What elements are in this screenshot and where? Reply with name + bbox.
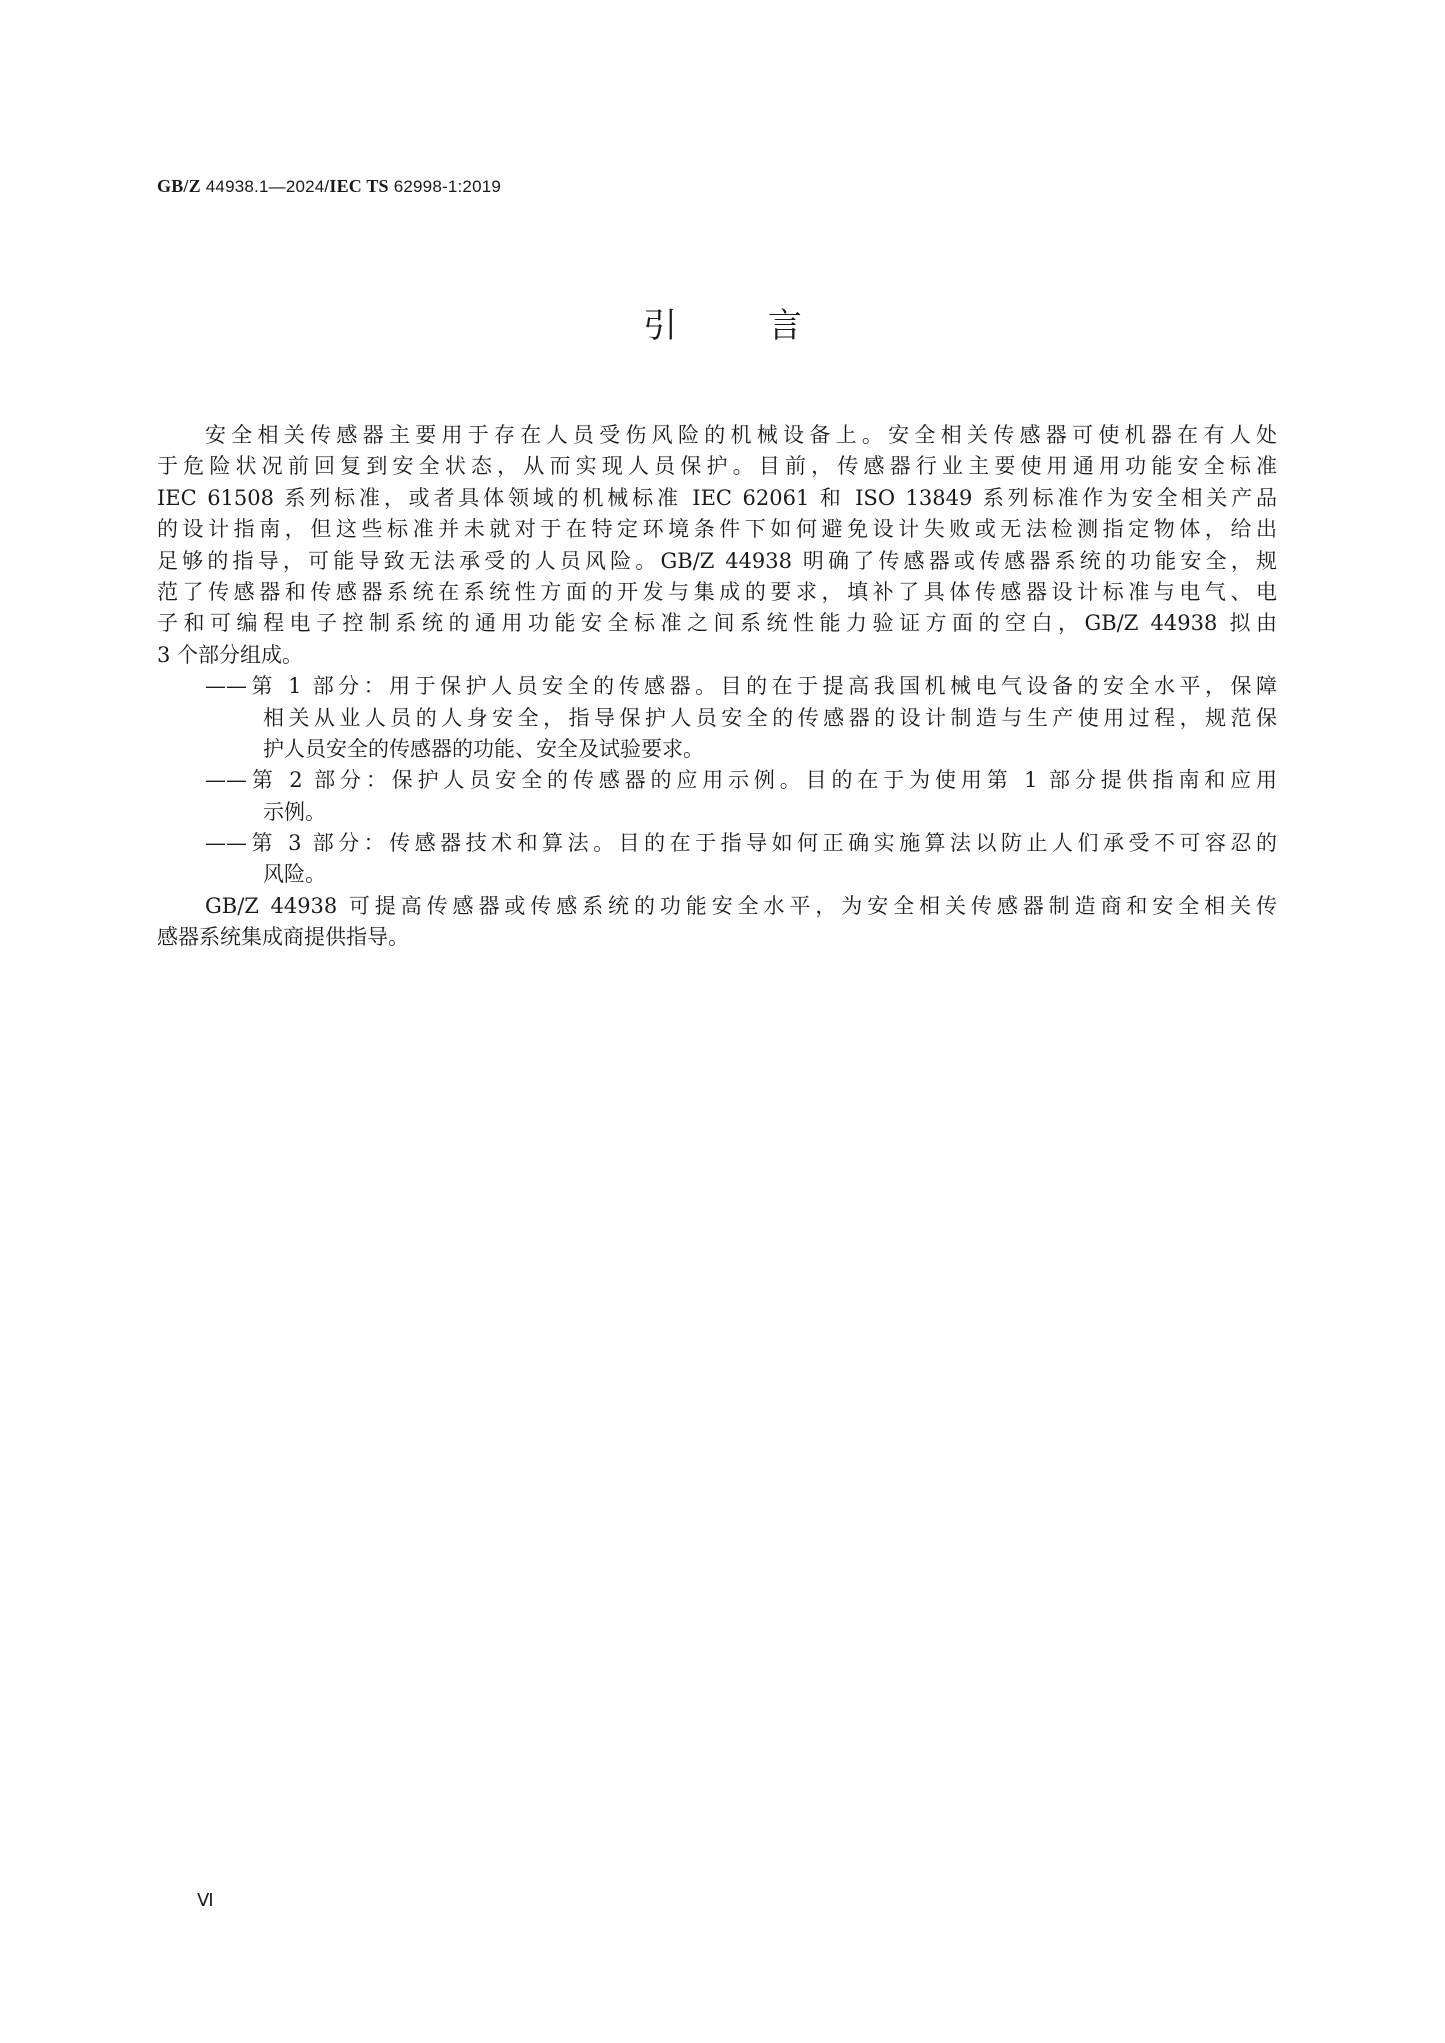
title-char-1: 引 [643, 306, 678, 346]
text-line: 范了传感器和传感器系统在系统性方面的开发与集成的要求，填补了具体传感器设计标准与电气、电 [157, 579, 1277, 604]
text-line: ——第 3 部分：传感器技术和算法。目的在于指导如何正确实施算法以防止人们承受不可容忍的 [205, 831, 1277, 856]
text-line: 足够的指导，可能导致无法承受的人员风险。GB/Z 44938 明确了传感器或传感器系统的功能安全，规 [157, 548, 1277, 573]
text-line: 子和可编程电子控制系统的通用功能安全标准之间系统性能力验证方面的空白，GB/Z 44938 拟由 [157, 611, 1277, 636]
part-list-item-3 [157, 828, 1277, 891]
header-iec-number: 62998-1:2019 [393, 177, 502, 196]
text-line: ——第 1 部分：用于保护人员安全的传感器。目的在于提高我国机械电气设备的安全水平，保障 [205, 674, 1277, 699]
page-title [0, 298, 1445, 347]
text-line: 示例。 [263, 799, 326, 824]
closing-paragraph [157, 891, 1277, 954]
part-list-item-1 [157, 671, 1277, 765]
text-line: IEC 61508 系列标准，或者具体领域的机械标准 IEC 62061 和 ISO 13849 系列标准作为安全相关产品 [157, 485, 1277, 510]
text-line: 相关从业人员的人身安全，指导保护人员安全的传感器的设计制造与生产使用过程，规范保 [263, 705, 1277, 730]
text-line: 3 个部分组成。 [157, 642, 304, 667]
text-line: 感器系统集成商提供指导。 [157, 925, 409, 950]
part-list-item-2 [157, 765, 1277, 828]
text-line: ——第 2 部分：保护人员安全的传感器的应用示例。目的在于为使用第 1 部分提供指南和应用 [205, 768, 1277, 793]
document-header [157, 176, 501, 197]
page-number: Ⅵ [197, 1890, 214, 1910]
text-line: 护人员安全的传感器的功能、安全及试验要求。 [263, 736, 704, 761]
text-line: 的设计指南，但这些标准并未就对于在特定环境条件下如何避免设计失败或无法检测指定物体，给出 [157, 517, 1277, 542]
intro-paragraph [157, 420, 1277, 671]
header-standard-prefix: GB/Z [157, 176, 201, 196]
document-body [157, 420, 1277, 954]
text-line: 安全相关传感器主要用于存在人员受伤风险的机械设备上。安全相关传感器可使机器在有人处 [205, 423, 1277, 447]
header-iec-prefix: IEC TS [329, 176, 389, 196]
text-line: 风险。 [263, 862, 326, 887]
title-char-2: 言 [767, 306, 802, 346]
header-standard-number: 44938.1—2024/ [205, 177, 330, 196]
text-line: GB/Z 44938 可提高传感器或传感系统的功能安全水平，为安全相关传感器制造商和安全相关传 [205, 893, 1277, 918]
text-line: 于危险状况前回复到安全状态，从而实现人员保护。目前，传感器行业主要使用通用功能安全标准 [157, 454, 1277, 479]
part-list [157, 671, 1277, 891]
